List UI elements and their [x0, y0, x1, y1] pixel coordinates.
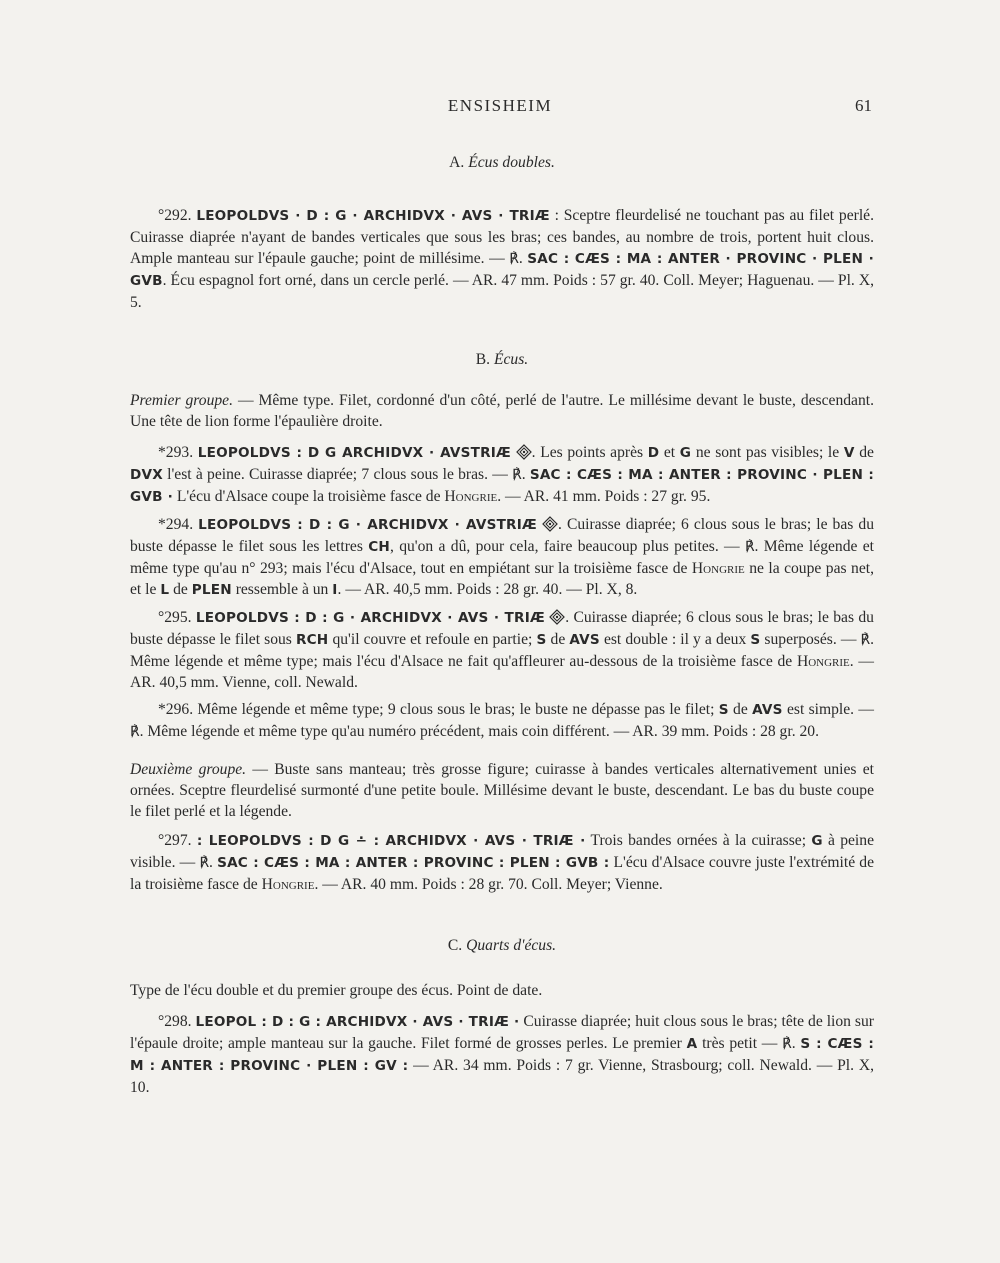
entry-text: ressemble à un	[231, 581, 333, 598]
entry-text: . Cuirasse diaprée; 6 clous sous le bras; le bas du buste dépasse le filet sous les lettres	[130, 516, 874, 555]
entry-text: . Même légende et même type; mais l'écu d'Alsace ne fait qu'affleurer au-dessous de la troisième fasce de	[130, 631, 875, 670]
inline-letter: D	[647, 445, 660, 461]
entry-text: . — AR. 41 mm. Poids : 27 gr. 95.	[497, 488, 711, 505]
entry-number: °298.	[158, 1013, 196, 1030]
inline-letter: AVS	[752, 702, 783, 718]
section-title: Écus.	[493, 351, 529, 368]
inline-letter: A	[686, 1036, 698, 1052]
entry-text: . Même légende et même type qu'au n° 293; mais l'écu d'Alsace, tout en empiétant sur la troisième fasce de	[130, 538, 875, 577]
entry-text: de	[546, 631, 570, 648]
hongrie-smallcaps: Hongrie	[796, 653, 850, 670]
inline-letter: I	[332, 582, 338, 598]
hongrie-smallcaps: Hongrie	[261, 876, 315, 893]
entry-text: . — AR. 40,5 mm. Vienne, coll. Newald.	[130, 653, 875, 691]
inline-letter: RCH	[295, 632, 329, 648]
entry-text: de	[169, 581, 192, 598]
group-1-intro	[130, 390, 874, 432]
entry-text: l'est à peine. Cuirasse diaprée; 7 clous sous le bras. —	[162, 466, 513, 483]
hongrie-smallcaps: Hongrie	[444, 488, 498, 505]
quarts-intro: Type de l'écu double et du premier groupe des écus. Point de date.	[130, 982, 543, 999]
group-title: Premier groupe.	[130, 392, 233, 409]
entry-number: °297.	[158, 832, 197, 849]
reverse-legend: SAC : CÆS : MA : ANTER : PROVINC : PLEN : GVB :	[217, 855, 610, 871]
section-label: C.	[447, 937, 467, 954]
entry-text: . Écu espagnol fort orné, dans un cercle perlé. — AR. 47 mm. Poids : 57 gr. 40. Coll. Meyer; Haguenau. — Pl. X, 5.	[130, 272, 874, 311]
reverse-symbol: ℟	[744, 539, 755, 555]
reverse-legend: S : CÆS : M : ANTER : PROVINC · PLEN : GV :	[130, 1036, 875, 1074]
entry-text: Cuirasse diaprée; huit clous sous le bras; tête de lion sur l'épaule droite; ample manteau sur la gauche. Filet formé de grosses perles. Le premier	[130, 1013, 874, 1052]
inline-letter: G	[679, 445, 692, 461]
entry-text: Même légende et même type; 9 clous sous le bras; le buste ne dépasse pas le filet;	[197, 701, 719, 718]
entry-292	[130, 205, 874, 313]
inline-letter: S	[750, 632, 761, 648]
obverse-legend: LEOPOLDVS · D : G · ARCHIDVX · AVS · TRIÆ	[196, 208, 550, 224]
page-content	[130, 152, 874, 1098]
entry-number: *294.	[158, 516, 199, 533]
page-number: 61	[855, 96, 872, 115]
reverse-symbol: ℟	[199, 855, 210, 871]
group-text: — Même type. Filet, cordonné d'un côté, perlé de l'autre. Le millésime devant le buste, descendant. Une tête de lion forme l'épaulière droite.	[130, 392, 874, 430]
entry-text: superposés. —	[760, 631, 861, 648]
section-title: Écus doubles.	[468, 154, 555, 171]
inline-letter: PLEN	[191, 582, 232, 598]
running-title: ENSISHEIM	[447, 96, 553, 115]
section-heading-a	[130, 152, 874, 173]
reverse-legend: SAC : CÆS : MA : ANTER : PROVINC · PLEN : GVB ·	[130, 467, 875, 505]
entry-text: de	[854, 444, 874, 461]
entry-text: à peine visible. —	[130, 832, 874, 871]
reverse-symbol: ℟	[782, 1036, 792, 1052]
obverse-legend: LEOPOLDVS : D : G · ARCHIDVX · AVS · TRIÆ	[195, 610, 545, 626]
section-label: B.	[475, 351, 494, 368]
entry-text: . Même légende et même type qu'au numéro précédent, mais coin différent. — AR. 39 mm. Poids : 28 gr. 20.	[139, 723, 819, 740]
section-label: A.	[449, 154, 469, 171]
entry-295	[130, 607, 874, 693]
entry-number: *296.	[158, 701, 198, 718]
entry-297	[130, 830, 874, 895]
entry-text: ne sont pas visibles; le	[691, 444, 844, 461]
section-heading-b	[130, 349, 874, 370]
inline-letter: V	[843, 445, 855, 461]
entry-text: , qu'on a dû, pour cela, faire beaucoup plus petites. —	[389, 538, 745, 555]
obverse-legend: LEOPOLDVS : D : G · ARCHIDVX · AVSTRIÆ	[198, 517, 537, 533]
entry-text: .	[209, 854, 218, 871]
entry-number: °292.	[158, 207, 197, 224]
page-header	[0, 96, 1000, 120]
entry-text: très petit —	[697, 1035, 783, 1052]
entry-text: . — AR. 40 mm. Poids : 28 gr. 70. Coll. Meyer; Vienne.	[314, 876, 663, 893]
reverse-symbol: ℟	[860, 632, 871, 648]
obverse-legend: LEOPOLDVS : D G ARCHIDVX · AVSTRIÆ	[197, 445, 511, 461]
section-heading-c	[130, 935, 874, 956]
entry-number: *293.	[158, 444, 198, 461]
reverse-symbol: ℟	[509, 251, 519, 267]
entry-text: Trois bandes ornées à la cuirasse;	[585, 832, 812, 849]
entry-text: .	[791, 1035, 801, 1052]
section-title: Quarts d'écus.	[466, 937, 557, 954]
inline-letter: AVS	[569, 632, 600, 648]
group-2-intro	[130, 759, 874, 822]
obverse-legend: : LEOPOLDVS : D G ∸ : ARCHIDVX · AVS · TRIÆ ·	[196, 833, 586, 849]
entry-text: . Cuirasse diaprée; 6 clous sous le bras; le bas du buste dépasse le filet sous	[130, 609, 874, 648]
hongrie-smallcaps: Hongrie	[691, 560, 745, 577]
entry-text: ne la coupe pas net, et le	[130, 560, 874, 598]
entry-text: est double : il y a deux	[599, 631, 751, 648]
ornamental-lozenge-icon	[542, 516, 558, 532]
inline-letter: G	[811, 833, 823, 849]
ornamental-lozenge-icon	[549, 609, 565, 625]
reverse-symbol: ℟	[512, 467, 522, 483]
entry-296	[130, 699, 874, 743]
entry-text: . — AR. 40,5 mm. Poids : 28 gr. 40. — Pl. X, 8.	[337, 581, 638, 598]
entry-text: — AR. 34 mm. Poids : 7 gr. Vienne, Strasbourg; coll. Newald. — Pl. X, 10.	[130, 1057, 874, 1096]
entry-294	[130, 514, 874, 601]
entry-text: qu'il couvre et refoule en partie;	[328, 631, 537, 648]
inline-letter: L	[160, 582, 170, 598]
entry-text: et	[659, 444, 680, 461]
entry-293	[130, 442, 874, 508]
inline-letter: S	[536, 632, 547, 648]
entry-text: est simple. —	[782, 701, 875, 718]
reverse-symbol: ℟	[130, 724, 140, 740]
entry-text: . Les points après	[531, 444, 648, 461]
inline-letter: CH	[368, 539, 390, 555]
inline-letter: DVX	[130, 467, 163, 483]
entry-text: : Sceptre fleurdelisé ne touchant pas au filet perlé. Cuirasse diaprée n'ayant de bandes verticales que sous les bras; ces bandes, au nombre de trois, portent huit clous. Ample manteau sur l'épaule gauche; point de millésime. —	[130, 207, 874, 267]
entry-text: .	[521, 466, 530, 483]
entry-number: °295.	[158, 609, 196, 626]
entry-text: L'écu d'Alsace coupe la troisième fasce de	[172, 488, 445, 505]
group-text: — Buste sans manteau; très grosse figure; cuirasse à bandes verticales alternativement unies et ornées. Sceptre fleurdelisé surmonté d'une petite boule. Millésime devant le buste, descendant. Le bas du buste coupe le filet perlé et la légende.	[130, 761, 874, 820]
obverse-legend: LEOPOL : D : G : ARCHIDVX · AVS · TRIÆ ·	[195, 1014, 520, 1030]
inline-letter: S	[718, 702, 729, 718]
group-title: Deuxième groupe.	[130, 761, 247, 778]
entry-text: L'écu d'Alsace couvre juste l'extrémité de la troisième fasce de	[130, 854, 875, 893]
entry-298	[130, 1011, 874, 1098]
entry-text: .	[518, 250, 528, 267]
entry-text: de	[728, 701, 753, 718]
ornamental-lozenge-icon	[516, 444, 532, 460]
reverse-legend: SAC : CÆS : MA : ANTER · PROVINC · PLEN · GVB	[130, 251, 874, 289]
